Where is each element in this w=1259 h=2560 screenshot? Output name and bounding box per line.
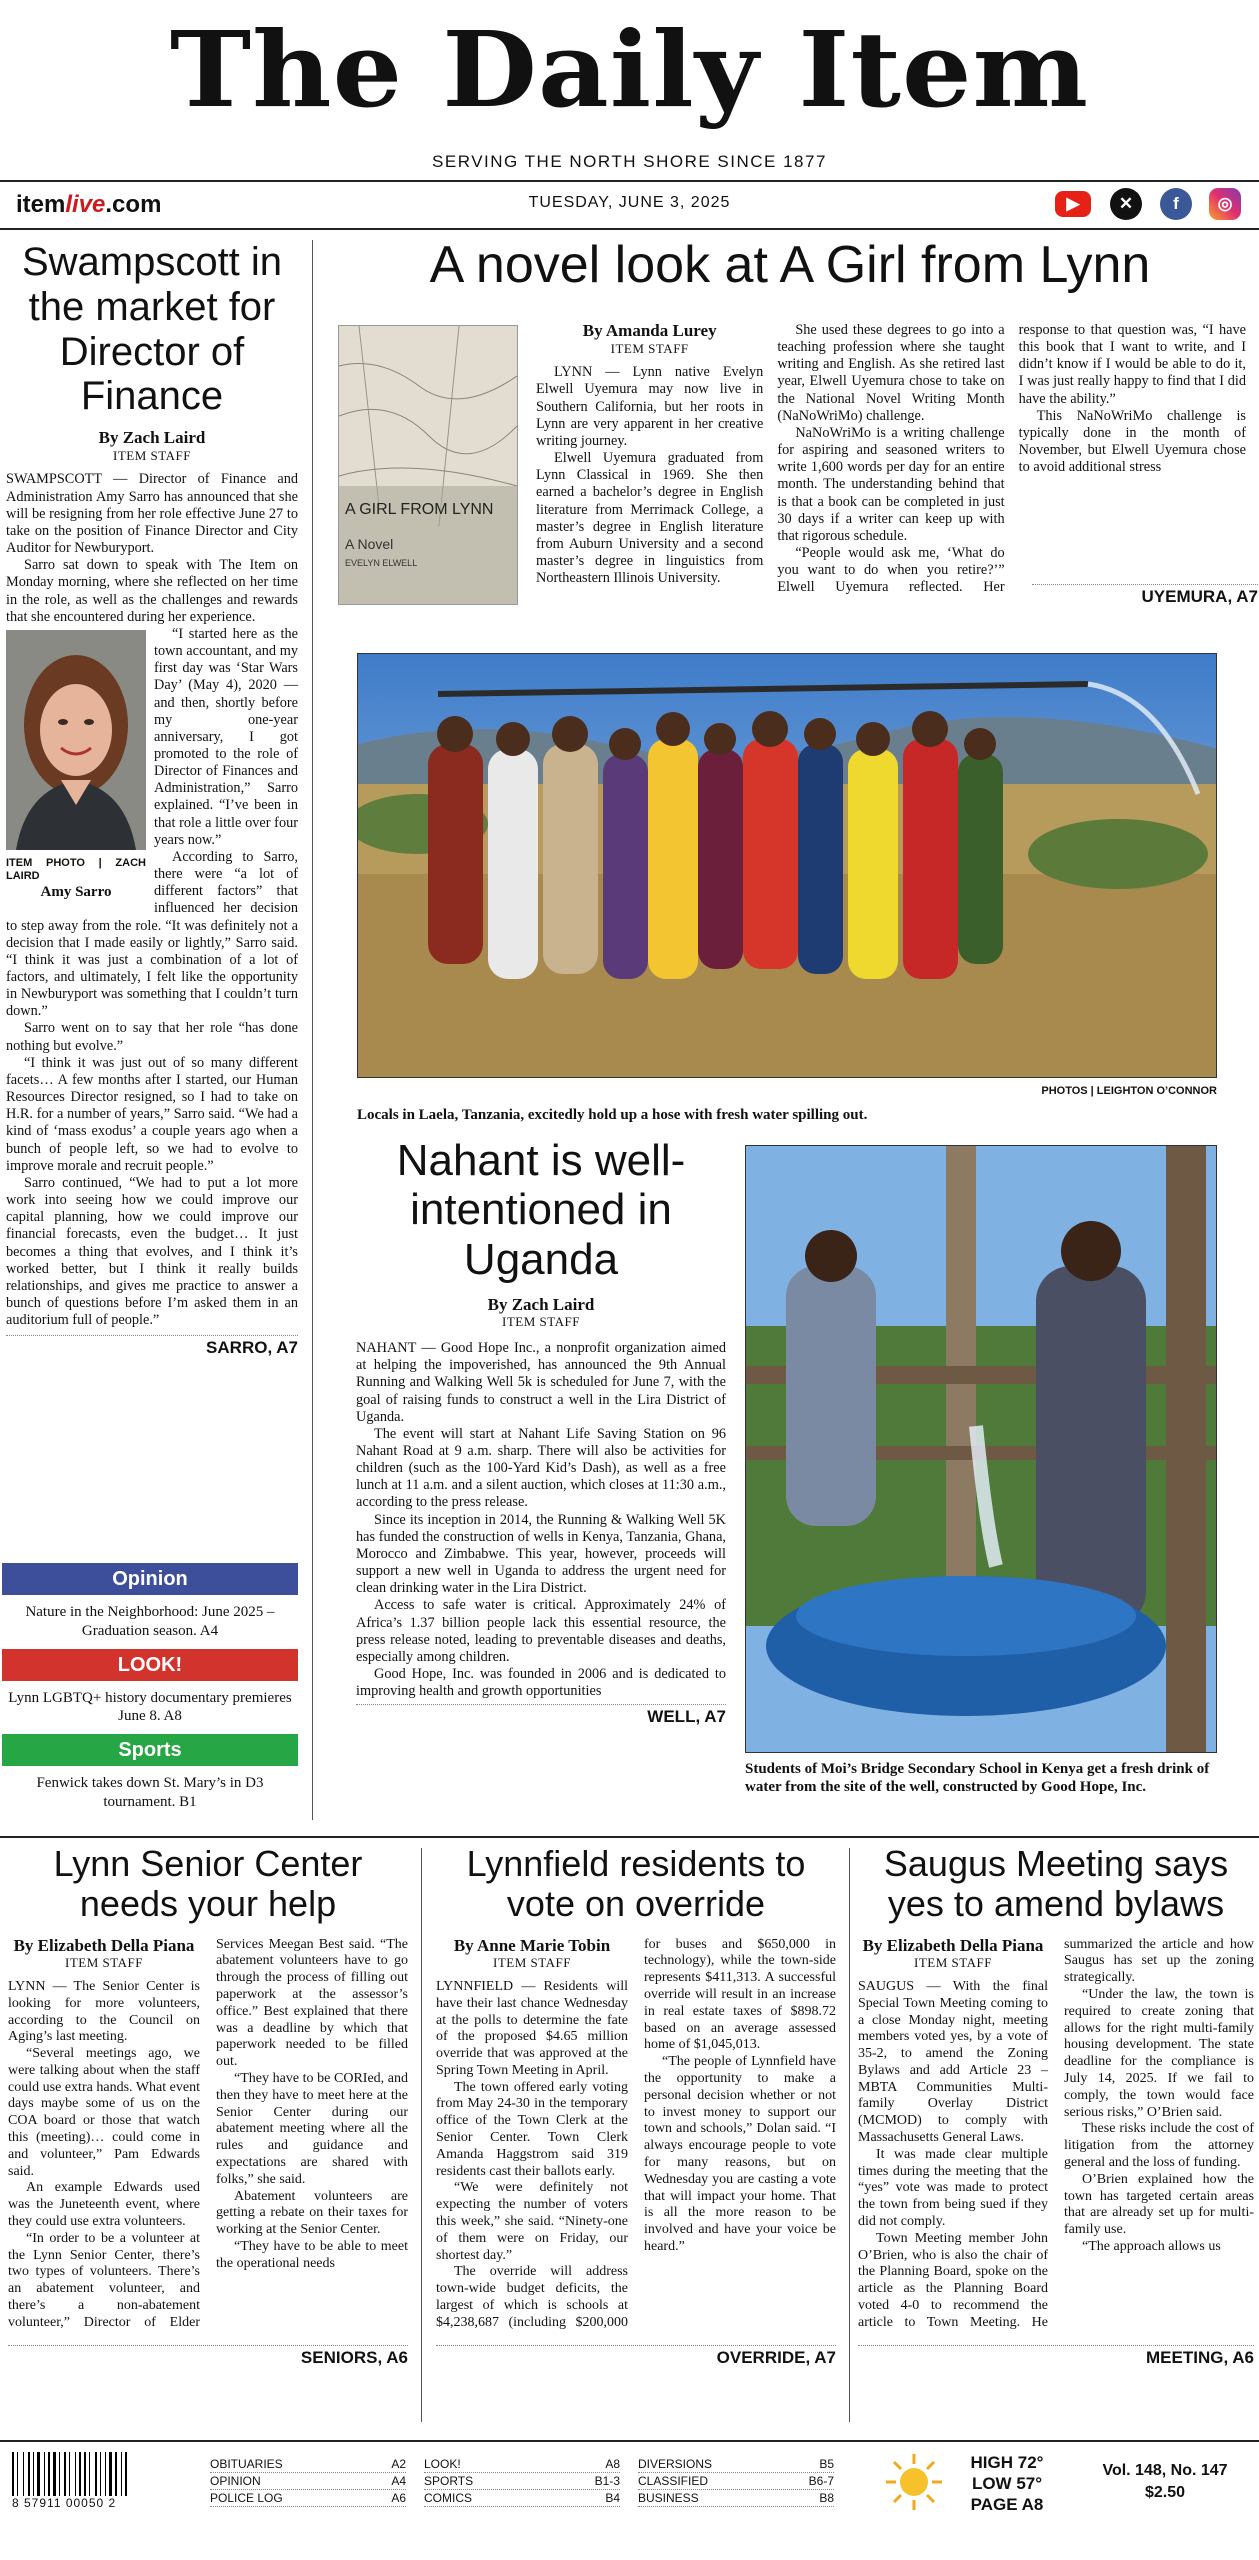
lynnfield-p5: “The people of Lynnfield have the opportunity to make a personal decision whether or not to invest money to support our town and schools,” Dolan said. “I always encourage people to vote for many reasons, but on Wednesday you are casting a vote that will impact your home. That is all the more reason to be involved and have your voice be heard.” <box>644 2054 836 2254</box>
swampscott-p2: Sarro sat down to speak with The Item on Monday morning, where she reflected on her time in the role, as well as the challenges and rewards that she encountered during her experience. <box>6 557 298 625</box>
lynnfield-jump[interactable]: OVERRIDE, A7 <box>436 2345 836 2368</box>
saugus-byline: By Elizabeth Della Piana <box>862 1935 1044 1955</box>
kenya-photo-caption: Students of Moi’s Bridge Secondary School in Kenya get a fresh drink of water from the site of the well, constructed by Good Hope, Inc. <box>745 1761 1210 1795</box>
masthead-title: The Daily Item <box>169 8 1090 131</box>
index-row[interactable] <box>210 2473 406 2490</box>
column-divider-left <box>312 240 313 1820</box>
opinion-promo[interactable]: Nature in the Neighborhood: June 2025 – Graduation season. A4 <box>25 1604 275 1639</box>
swampscott-article <box>6 240 298 1358</box>
index-label: DIVERSIONS <box>638 2457 713 2471</box>
barcode-bar <box>57 2452 58 2496</box>
swampscott-p3: “I started here as the town accountant, and my first day was ‘Star Wars Day’ (May 4), 2020 — and then, shortly before my one-year anniversary, I got promoted to the role of Director of Finances and Administration,” Sarro explained. “I’ve been in that role a little over four years now.” <box>154 625 298 848</box>
saugus-p5: These risks include the cost of litigation from the attorney general and the loss of funding. <box>1064 2121 1254 2170</box>
facebook-icon[interactable]: f <box>1160 188 1192 220</box>
index-row[interactable] <box>424 2456 620 2473</box>
barcode-bar <box>91 2452 94 2496</box>
barcode-bar <box>69 2452 70 2496</box>
column-divider-bottom-2 <box>849 1848 850 2422</box>
nahant-staff: ITEM STAFF <box>502 1314 580 1330</box>
saugus-p4: “Under the law, the town is required to create zoning that allows for the right multi-family housing development. The state deadline for the compliance is July 14, 2025. If we fail to comply, the town would face serious risks,” O’Brien said. <box>1064 1987 1254 2120</box>
nahant-headline: Nahant is well-intentioned in Uganda <box>396 1136 686 1284</box>
barcode-bar <box>75 2452 76 2496</box>
index-row[interactable] <box>638 2490 834 2507</box>
youtube-icon[interactable]: ▶ <box>1055 191 1091 217</box>
lynnfield-staff: ITEM STAFF <box>493 1955 571 1971</box>
novel-p3: She used these degrees to go into a teaching profession where she taught writing and English. As she retired last year, Elwell Uyemura chose to take on the National Novel Writing Month (NaNoWriMo) challenge. <box>777 322 1005 424</box>
barcode-bar <box>46 2452 47 2496</box>
index-page: B8 <box>819 2491 834 2505</box>
nahant-byline: By Zach Laird <box>487 1294 595 1314</box>
index-row[interactable] <box>210 2456 406 2473</box>
barcode-bar <box>19 2452 22 2496</box>
barcode-bar <box>17 2452 18 2496</box>
nahant-p2: The event will start at Nahant Life Saving Station on 96 Nahant Road at 9 a.m. sharp. There will also be activities for children (such as the 100-Yard Kid’s Dash), as well as a free lunch at 11 a.m. and a silent auction, which closes at 11:30 a.m., according to the press release. <box>356 1425 726 1511</box>
novel-byline: By Amanda Lurey <box>582 321 717 340</box>
amy-sarro-photo-caption: Amy Sarro <box>40 884 112 901</box>
weather-page[interactable]: PAGE A8 <box>970 2495 1044 2514</box>
barcode-bar <box>23 2452 24 2496</box>
book-cover-subtitle: A Novel <box>345 536 394 552</box>
barcode-bar <box>44 2452 45 2496</box>
swampscott-p7: Sarro continued, “We had to put a lot more work into seeing how we could improve our capital planning, how we could improve our financial forecasts, even the budget… It just becomes a thing that evolves, and I think it’s worked better, but I think it really builds relationships, and gives me practice to answer a bunch of questions before I’m asked them in an auditorium full of people.” <box>6 1174 298 1329</box>
barcode-bar <box>79 2452 81 2496</box>
senior-staff: ITEM STAFF <box>65 1955 143 1971</box>
lynnfield-byline: By Anne Marie Tobin <box>453 1935 611 1955</box>
book-cover-author: EVELYN ELWELL <box>345 558 418 568</box>
barcode-bar <box>61 2452 63 2496</box>
saugus-p6: O’Brien explained how the town has targeted certain areas that are already set up for multi-family use. <box>1064 2171 1254 2238</box>
weather-box <box>952 2452 1062 2515</box>
issue-info <box>1080 2460 1250 2504</box>
amy-sarro-photo <box>6 630 146 850</box>
barcode-bar <box>64 2452 66 2496</box>
lynnfield-p1: LYNNFIELD — Residents will have their last chance Wednesday at the polls to determine the fate of the proposed $4.65 million override that was approved at the Spring Town Meeting in April. <box>436 1978 628 2078</box>
masthead-tagline: SERVING THE NORTH SHORE SINCE 1877 <box>432 152 827 171</box>
novel-jump[interactable]: UYEMURA, A7 <box>1032 584 1258 607</box>
sports-promo[interactable]: Fenwick takes down St. Mary’s in D3 tournament. B1 <box>36 1775 264 1810</box>
index-col-3 <box>638 2456 834 2507</box>
sports-bar[interactable]: Sports <box>2 1734 298 1766</box>
barcode-bar <box>37 2452 40 2496</box>
index-row[interactable] <box>638 2473 834 2490</box>
novel-p2: Elwell Uyemura graduated from Lynn Classical in 1969. She then earned a bachelor’s degree in English literature from Merrimack College, a master’s degree in English literature from Auburn University and a second master’s degree in linguistics from Northeastern Illinois University. <box>536 450 764 587</box>
senior-p6: Abatement volunteers are getting a rebate on their taxes for working at the Senior Center. <box>216 2188 408 2238</box>
senior-jump[interactable]: SENIORS, A6 <box>8 2345 408 2368</box>
masthead-rule-top <box>0 180 1259 182</box>
barcode-bar <box>95 2452 97 2496</box>
lynnfield-p2: The town offered early voting from May 24-30 in the temporary office of the Town Clerk at the Senior Center. Town Clerk Amanda Haggstrom said 319 residents cast their ballots early. <box>436 2079 628 2179</box>
barcode-bar <box>89 2452 90 2496</box>
barcode-bar <box>113 2452 114 2496</box>
barcode-bar <box>123 2452 124 2496</box>
barcode-bar <box>71 2452 74 2496</box>
nahant-jump[interactable]: WELL, A7 <box>356 1704 726 1727</box>
lynnfield-article <box>436 1844 836 2368</box>
index-row[interactable] <box>210 2490 406 2507</box>
barcode-bar <box>35 2452 36 2496</box>
senior-headline: Lynn Senior Center needs your help <box>53 1843 363 1925</box>
barcode-bar <box>87 2452 88 2496</box>
barcode-bar <box>48 2452 50 2496</box>
swampscott-p6: “I think it was just out of so many different facets… A few months after I started, our Human Resources Director resigned, so I had to take on H.R. for a number of years,” Sarro said. “We had a kind of ‘mass exodus’ a couple years ago when a bunch of people left, so we had to evolve to improve morale and recruit people.” <box>6 1054 298 1174</box>
barcode-digits: 8 57911 00050 2 <box>12 2496 117 2510</box>
index-row[interactable] <box>424 2490 620 2507</box>
senior-p5: “They have to be CORIed, and then they have to meet here at the Senior Center during our abatement meeting where all the rules and guidance and expectations are shared with folks,” she said. <box>216 2071 408 2187</box>
barcode-bar <box>100 2452 101 2496</box>
saugus-p7: “The approach allows us <box>1082 2238 1221 2254</box>
senior-body <box>8 1937 408 2345</box>
novel-body <box>536 322 1246 607</box>
index-label: CLASSIFIED <box>638 2474 709 2488</box>
weather-high: HIGH 72° <box>970 2453 1044 2472</box>
barcode-bar <box>31 2452 32 2496</box>
main-photo-caption: Locals in Laela, Tanzania, excitedly hold up a hose with fresh water spilling out. <box>357 1107 868 1123</box>
novel-article <box>536 322 1246 612</box>
barcode-bar <box>84 2452 86 2496</box>
index-label: LOOK! <box>424 2457 461 2471</box>
swampscott-headline: Swampscott in the market for Director of Finance <box>21 240 283 419</box>
nahant-body <box>356 1340 726 1700</box>
barcode-bar <box>67 2452 68 2496</box>
swampscott-p5: Sarro went on to say that her role “has done nothing but evolve.” <box>6 1020 298 1054</box>
saugus-staff: ITEM STAFF <box>914 1955 992 1971</box>
index-page: B6-7 <box>808 2474 834 2488</box>
sun-icon <box>884 2452 944 2512</box>
masthead-rule-bottom <box>0 228 1259 230</box>
amy-sarro-photo-credit: ITEM PHOTO | ZACH LAIRD <box>6 857 146 883</box>
novel-p5: “People would ask me, ‘What do you want to do when you retire?’” Elwell Uyemura reflected. Her response to that question was, “I have this book that I want to write, and I didn’t know if I would be able to do it, I was just really happy to find that I did have the ability.” <box>777 322 1246 596</box>
barcode-bar <box>118 2452 120 2496</box>
barcode-bar <box>51 2452 52 2496</box>
index-label: COMICS <box>424 2491 472 2505</box>
barcode-bar <box>53 2452 56 2496</box>
swampscott-p4: According to Sarro, there were “a lot of different factors” that influenced her decision to step away from the role. “It was definitely not a decision that I made easily or lightly,” Sarro said. “I think it was just a combination of a lot of factors, and ultimately, I felt like the opportunity in Newburyport was something that I couldn’t turn down.” <box>6 848 298 1020</box>
index-page: A2 <box>391 2457 406 2471</box>
saugus-p2: It was made clear multiple times during the meeting that the “yes” vote was made to protect the town from being sued if they did not comply. <box>858 2146 1048 2230</box>
index-label: OBITUARIES <box>210 2457 283 2471</box>
look-bar[interactable]: LOOK! <box>2 1649 298 1681</box>
barcode-bar <box>121 2452 122 2496</box>
swampscott-p1: SWAMPSCOTT — Director of Finance and Administration Amy Sarro has announced that she will be resigning from her role effective June 27 to take on the position of Finance Director and City Auditor for Newburyport. <box>6 471 298 557</box>
barcode-bar <box>28 2452 30 2496</box>
nahant-p5: Good Hope, Inc. was founded in 2006 and is dedicated to improving health and growth opportunities <box>356 1666 726 1700</box>
book-cover-title: A GIRL FROM LYNN <box>345 501 494 518</box>
barcode-bar <box>98 2452 99 2496</box>
lynnfield-p4: The override will address town-wide budget deficits, the largest of which is schools at $4,238,687 (including $200,000 for buses and $650,000 in technology), while the town-side represents $411,313. A successful override will result in an increase in real estate taxes of $898.72 based on an average assessed home of $1,045,013. <box>436 1936 836 2330</box>
swampscott-jump[interactable]: SARRO, A7 <box>6 1335 298 1358</box>
senior-byline: By Elizabeth Della Piana <box>13 1935 195 1955</box>
index-label: OPINION <box>210 2474 261 2488</box>
kenya-photo <box>745 1145 1217 1753</box>
saugus-p1: SAUGUS — With the final Special Town Meeting coming to a close Monday night, meeting members voted yes, by a vote of 35-2, to amend the Zoning Bylaws and add Article 23 – MBTA Communities Multi-family Overlay District (MCMOD) to comply with Massachusetts General Laws. <box>858 1978 1048 2146</box>
logo-part-item: item <box>16 191 66 218</box>
lynnfield-headline: Lynnfield residents to vote on override <box>466 1843 806 1925</box>
tanzania-photo-art <box>358 654 1217 1078</box>
barcode-bar <box>33 2452 34 2496</box>
column-divider-bottom-1 <box>421 1848 422 2422</box>
index-page: B1-3 <box>594 2474 620 2488</box>
x-icon[interactable]: ✕ <box>1110 188 1142 220</box>
senior-p3: An example Edwards used was the Juneteenth event, where they could use extra volunteers. <box>8 2180 200 2230</box>
index-page: A4 <box>391 2474 406 2488</box>
barcode-bar <box>25 2452 27 2496</box>
index-row[interactable] <box>424 2473 620 2490</box>
index-page: A8 <box>605 2457 620 2471</box>
senior-p1: LYNN — The Senior Center is looking for more volunteers, according to the Council on Aging’s last meeting. <box>8 1978 200 2045</box>
tanzania-photo <box>357 653 1217 1078</box>
barcode-bar <box>12 2452 14 2496</box>
saugus-jump[interactable]: MEETING, A6 <box>858 2345 1254 2368</box>
barcode-bar <box>109 2452 112 2496</box>
nahant-p1: NAHANT — Good Hope Inc., a nonprofit organization aimed at helping the impoverished, has announced the 9th Annual Running and Walking Well 5k is scheduled for June 7, with the goal of raising funds to construct a well in the Lira District of Uganda. <box>356 1340 726 1425</box>
index-col-2 <box>424 2456 620 2507</box>
logo-part-com: .com <box>105 191 162 218</box>
swampscott-body <box>6 471 298 1329</box>
senior-article <box>8 1844 408 2368</box>
book-cover-image <box>338 325 518 605</box>
index-page: B4 <box>605 2491 620 2505</box>
index-row[interactable] <box>638 2456 834 2473</box>
barcode <box>12 2452 182 2510</box>
saugus-article <box>858 1844 1254 2368</box>
senior-p2: “Several meetings ago, we were talking about when the staff could use extra hands. What event days maybe some of us on the COA board or those that watch this (meeting)… could come in and volunteer,” Pam Edwards said. <box>8 2046 200 2179</box>
look-promo[interactable]: Lynn LGBTQ+ history documentary premieres June 8. A8 <box>8 1689 292 1725</box>
index-label: BUSINESS <box>638 2491 699 2505</box>
bottom-section-rule <box>0 1836 1259 1838</box>
swampscott-byline: By Zach Laird <box>98 428 206 448</box>
index-page: A6 <box>391 2491 406 2505</box>
barcode-bar <box>82 2452 83 2496</box>
main-photo-credit: PHOTOS | LEIGHTON O’CONNOR <box>1041 1085 1217 1097</box>
weather-low: LOW 57° <box>971 2474 1043 2493</box>
index-label: POLICE LOG <box>210 2491 283 2505</box>
barcode-bar <box>105 2452 106 2496</box>
saugus-body <box>858 1937 1254 2345</box>
lynnfield-body <box>436 1937 836 2345</box>
issue-date: TUESDAY, JUNE 3, 2025 <box>528 194 731 211</box>
index-page: B5 <box>819 2457 834 2471</box>
senior-p4: “In order to be a volunteer at the Lynn Senior Center, there’s two types of volunteers. There’s an abatement volunteer, and there’s a non-abatement volunteer,” Director of Elder Services Meegan Best said. “The abatement volunteers have to go through the process of filling out paperwork at the assessor’s office.” Best explained that there was a deadline by which that paperwork needed to be filled out. <box>8 1936 408 2330</box>
novel-p6: This NaNoWriMo challenge is typically done in the month of November, but Elwell Uyemura chose to avoid additional stress <box>1018 407 1246 476</box>
barcode-bar <box>59 2452 60 2496</box>
lynnfield-p3: “We were definitely not expecting the number of voters this week,” she said. “Ninety-one of them were on Friday, our shortest day.” <box>436 2180 628 2263</box>
barcode-bar <box>15 2452 16 2496</box>
index-col-1 <box>210 2456 406 2507</box>
barcode-bar <box>125 2452 127 2496</box>
novel-staff: ITEM STAFF <box>610 340 689 356</box>
novel-headline: A novel look at A Girl from Lynn <box>429 236 1151 294</box>
senior-p7: “They have to be able to meet the operational needs <box>216 2238 408 2271</box>
barcode-bars <box>12 2452 182 2496</box>
novel-p4: NaNoWriMo is a writing challenge for aspiring and seasoned writers to write 1,600 words per day for an entire month. The understanding behind that is that a book can be completed in just 30 days if a writer can keep up with that rigorous schedule. <box>777 424 1005 544</box>
logo-part-live: live <box>65 191 106 218</box>
barcode-bar <box>115 2452 117 2496</box>
nahant-p4: Access to safe water is critical. Approximately 24% of Africa’s 1.37 billion people lack this essential resource, the press release noted, leading to preventable diseases and deaths, especially among children. <box>356 1597 726 1665</box>
opinion-bar[interactable]: Opinion <box>2 1563 298 1595</box>
footer-rule <box>0 2440 1259 2442</box>
people-figures <box>428 739 1003 979</box>
instagram-icon[interactable]: ◎ <box>1209 188 1241 220</box>
nahant-article <box>356 1136 726 1727</box>
saugus-p3: Town Meeting member John O’Brien, who is also the chair of the Planning Board, spoke on the article as the Planning Board voted 4-0 to recommend the article to Town Meeting. He summarized the article and how Saugus has set up the zoning strategically. <box>858 1936 1254 2330</box>
swampscott-staff: ITEM STAFF <box>113 447 191 463</box>
amy-sarro-photo-block <box>6 630 146 902</box>
barcode-bar <box>107 2452 108 2496</box>
barcode-bar <box>102 2452 104 2496</box>
novel-p1: LYNN — Lynn native Evelyn Elwell Uyemura may now live in Southern California, but her roots in Lynn are very apparent in her creative writing journey. <box>536 364 764 449</box>
promo-box <box>2 1563 298 1816</box>
index-label: SPORTS <box>424 2474 474 2488</box>
nahant-p3: Since its inception in 2014, the Running & Walking Well 5K has funded the construction of wells in Kenya, Tanzania, Ghana, Morocco and Zimbabwe. This year, however, proceeds will support a new well in Uganda to address the urgent need for clean drinking water in the Lira District. <box>356 1511 726 1597</box>
kenya-photo-art <box>746 1146 1217 1753</box>
volume-number: Vol. 148, No. 147 <box>1102 2462 1228 2479</box>
saugus-headline: Saugus Meeting says yes to amend bylaws <box>883 1843 1229 1925</box>
barcode-bar <box>41 2452 43 2496</box>
barcode-bar <box>77 2452 78 2496</box>
price: $2.50 <box>1144 2484 1186 2501</box>
